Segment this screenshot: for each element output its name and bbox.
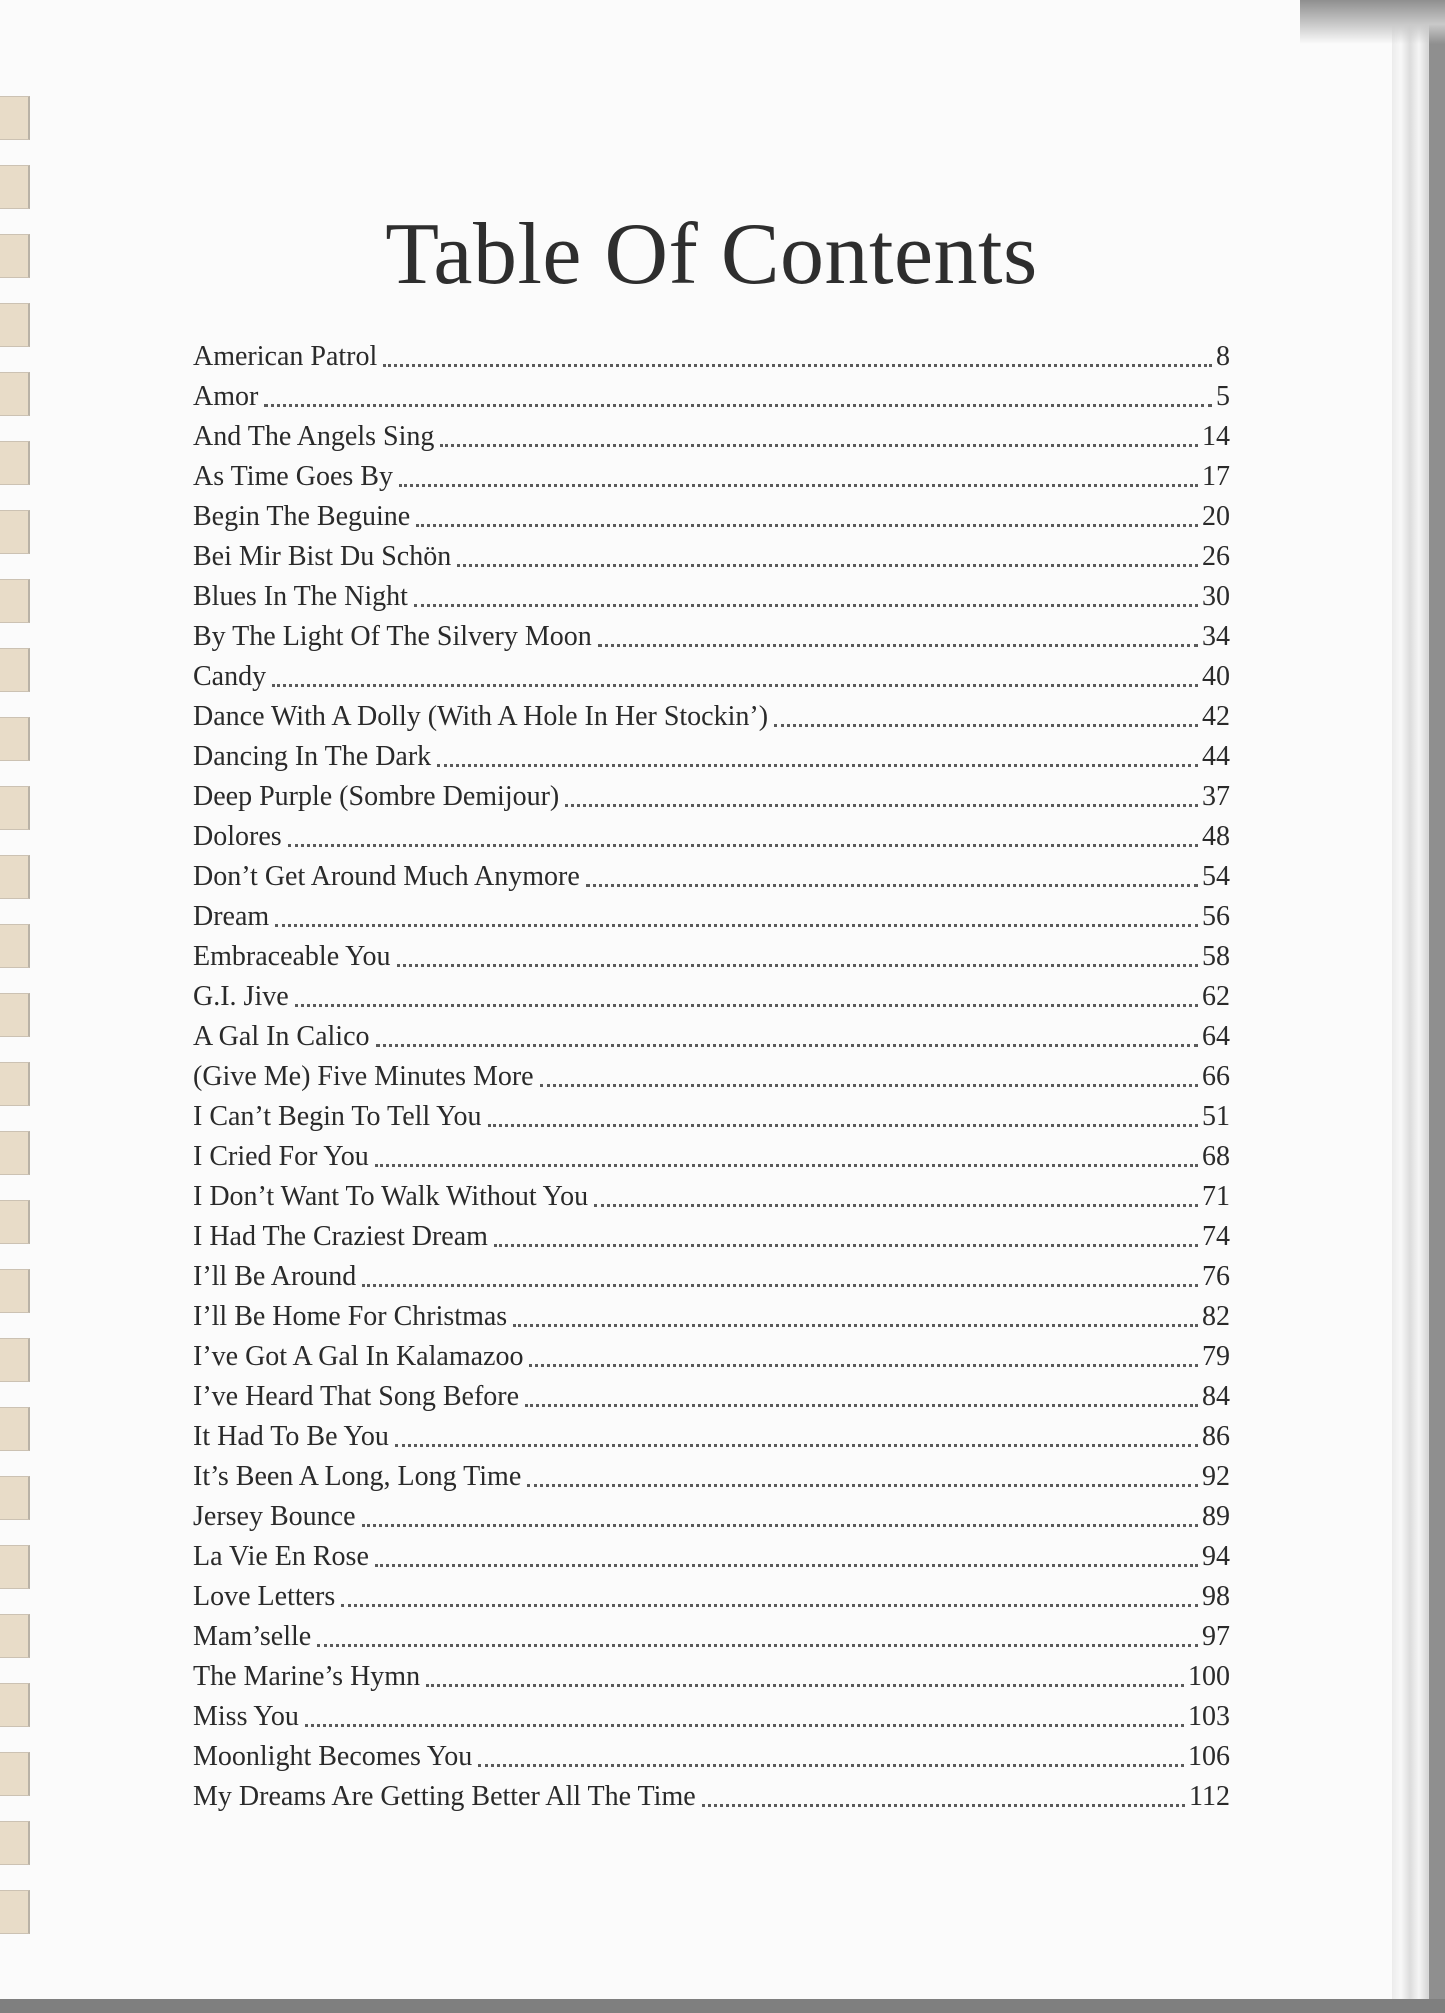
toc-entry	[193, 377, 1230, 417]
entry-title: I Don’t Want To Walk Without You	[193, 1181, 589, 1212]
toc-entry	[193, 1737, 1230, 1777]
entry-page-number: 8	[1216, 341, 1230, 372]
binding-hole	[0, 1476, 30, 1520]
table-of-contents	[193, 205, 1230, 1817]
dot-leader	[494, 1244, 1198, 1247]
binding-hole	[0, 96, 30, 140]
entry-title: American Patrol	[193, 341, 378, 372]
binding-hole	[0, 1269, 30, 1313]
entry-page-number: 82	[1202, 1301, 1230, 1332]
entry-title: A Gal In Calico	[193, 1021, 370, 1052]
entry-page-number: 26	[1202, 541, 1230, 572]
dot-leader	[540, 1084, 1198, 1087]
entry-page-number: 94	[1202, 1541, 1230, 1572]
page-title: Table Of Contents	[385, 206, 1038, 303]
dot-leader	[375, 1564, 1198, 1567]
entry-title: I’ve Heard That Song Before	[193, 1381, 520, 1412]
entry-title: By The Light Of The Silvery Moon	[193, 621, 592, 652]
toc-entry	[193, 1217, 1230, 1257]
toc-entry	[193, 337, 1230, 377]
entry-title: I Had The Craziest Dream	[193, 1221, 488, 1252]
entry-title: Candy	[193, 661, 267, 692]
toc-entry	[193, 937, 1230, 977]
dot-leader	[565, 804, 1198, 807]
entry-title: Dancing In The Dark	[193, 741, 432, 772]
entry-page-number: 48	[1202, 821, 1230, 852]
entry-page-number: 5	[1216, 381, 1230, 412]
entry-title: It’s Been A Long, Long Time	[193, 1461, 522, 1492]
binding-hole	[0, 1200, 30, 1244]
binding-hole	[0, 1545, 30, 1589]
entry-page-number: 37	[1202, 781, 1230, 812]
dot-leader	[399, 484, 1198, 487]
toc-entry	[193, 777, 1230, 817]
binding-hole	[0, 855, 30, 899]
dot-leader	[416, 524, 1198, 527]
toc-entry	[193, 1417, 1230, 1457]
toc-entry	[193, 697, 1230, 737]
dot-leader	[426, 1684, 1184, 1687]
dot-leader	[513, 1324, 1198, 1327]
toc-entry	[193, 1697, 1230, 1737]
dot-leader	[395, 1444, 1198, 1447]
toc-entry	[193, 737, 1230, 777]
toc-list	[193, 337, 1230, 1817]
dot-leader	[774, 724, 1198, 727]
dot-leader	[397, 964, 1198, 967]
entry-page-number: 62	[1202, 981, 1230, 1012]
dot-leader	[529, 1364, 1198, 1367]
spiral-binding	[0, 96, 36, 1956]
entry-page-number: 97	[1202, 1621, 1230, 1652]
dot-leader	[702, 1804, 1185, 1807]
entry-page-number: 68	[1202, 1141, 1230, 1172]
toc-entry	[193, 817, 1230, 857]
toc-entry	[193, 1137, 1230, 1177]
dot-leader	[527, 1484, 1198, 1487]
dot-leader	[594, 1204, 1198, 1207]
dot-leader	[437, 764, 1198, 767]
entry-title: Amor	[193, 381, 259, 412]
entry-title: Mam’selle	[193, 1621, 312, 1652]
dot-leader	[478, 1764, 1184, 1767]
toc-entry	[193, 537, 1230, 577]
toc-entry	[193, 1337, 1230, 1377]
binding-hole	[0, 1683, 30, 1727]
dot-leader	[362, 1284, 1198, 1287]
toc-entry	[193, 1577, 1230, 1617]
toc-entry	[193, 1377, 1230, 1417]
toc-entry	[193, 497, 1230, 537]
binding-hole	[0, 648, 30, 692]
binding-hole	[0, 372, 30, 416]
dot-leader	[414, 604, 1198, 607]
entry-page-number: 106	[1188, 1741, 1230, 1772]
binding-hole	[0, 441, 30, 485]
entry-page-number: 86	[1202, 1421, 1230, 1452]
dot-leader	[598, 644, 1198, 647]
entry-page-number: 58	[1202, 941, 1230, 972]
entry-title: Begin The Beguine	[193, 501, 411, 532]
entry-title: Don’t Get Around Much Anymore	[193, 861, 580, 892]
entry-page-number: 56	[1202, 901, 1230, 932]
entry-title: Blues In The Night	[193, 581, 408, 612]
entry-page-number: 30	[1202, 581, 1230, 612]
entry-page-number: 14	[1202, 421, 1230, 452]
entry-page-number: 17	[1202, 461, 1230, 492]
dot-leader	[295, 1004, 1198, 1007]
toc-entry	[193, 457, 1230, 497]
entry-page-number: 100	[1188, 1661, 1230, 1692]
dot-leader	[488, 1124, 1198, 1127]
dot-leader	[457, 564, 1198, 567]
toc-entry	[193, 1257, 1230, 1297]
entry-title: As Time Goes By	[193, 461, 393, 492]
entry-title: Jersey Bounce	[193, 1501, 356, 1532]
toc-entry	[193, 1497, 1230, 1537]
dot-leader	[375, 1164, 1198, 1167]
dot-leader	[383, 364, 1212, 367]
toc-entry	[193, 1017, 1230, 1057]
toc-entry	[193, 1297, 1230, 1337]
entry-title: I’ll Be Home For Christmas	[193, 1301, 508, 1332]
binding-hole	[0, 717, 30, 761]
dot-leader	[376, 1044, 1198, 1047]
binding-hole	[0, 1890, 30, 1934]
entry-page-number: 66	[1202, 1061, 1230, 1092]
entry-title: Embraceable You	[193, 941, 391, 972]
entry-page-number: 92	[1202, 1461, 1230, 1492]
toc-entry	[193, 977, 1230, 1017]
binding-hole	[0, 510, 30, 554]
toc-entry	[193, 617, 1230, 657]
entry-page-number: 64	[1202, 1021, 1230, 1052]
binding-hole	[0, 303, 30, 347]
entry-title: And The Angels Sing	[193, 421, 435, 452]
dot-leader	[362, 1524, 1198, 1527]
toc-entry	[193, 1097, 1230, 1137]
binding-hole	[0, 1407, 30, 1451]
dot-leader	[317, 1644, 1198, 1647]
dot-leader	[305, 1724, 1184, 1727]
entry-title: Dream	[193, 901, 270, 932]
entry-title: (Give Me) Five Minutes More	[193, 1061, 534, 1092]
entry-title: Moonlight Becomes You	[193, 1741, 473, 1772]
toc-entry	[193, 857, 1230, 897]
binding-hole	[0, 1338, 30, 1382]
entry-page-number: 112	[1189, 1781, 1230, 1812]
entry-title: I’ve Got A Gal In Kalamazoo	[193, 1341, 524, 1372]
entry-page-number: 54	[1202, 861, 1230, 892]
entry-title: I Cried For You	[193, 1141, 369, 1172]
entry-page-number: 103	[1188, 1701, 1230, 1732]
dot-leader	[341, 1604, 1198, 1607]
binding-hole	[0, 165, 30, 209]
toc-entry	[193, 577, 1230, 617]
entry-page-number: 40	[1202, 661, 1230, 692]
dot-leader	[264, 404, 1212, 407]
entry-page-number: 89	[1202, 1501, 1230, 1532]
toc-entry	[193, 1777, 1230, 1817]
entry-page-number: 42	[1202, 701, 1230, 732]
binding-hole	[0, 1821, 30, 1865]
binding-hole	[0, 993, 30, 1037]
toc-entry	[193, 897, 1230, 937]
entry-page-number: 34	[1202, 621, 1230, 652]
entry-title: Bei Mir Bist Du Schön	[193, 541, 452, 572]
entry-title: The Marine’s Hymn	[193, 1661, 421, 1692]
toc-entry	[193, 1537, 1230, 1577]
binding-hole	[0, 924, 30, 968]
entry-title: Miss You	[193, 1701, 299, 1732]
entry-title: Deep Purple (Sombre Demijour)	[193, 781, 560, 812]
dot-leader	[440, 444, 1198, 447]
entry-page-number: 74	[1202, 1221, 1230, 1252]
toc-entry	[193, 1057, 1230, 1097]
toc-entry	[193, 417, 1230, 457]
binding-hole	[0, 579, 30, 623]
entry-page-number: 84	[1202, 1381, 1230, 1412]
dot-leader	[275, 924, 1198, 927]
dot-leader	[272, 684, 1198, 687]
entry-title: La Vie En Rose	[193, 1541, 369, 1572]
dot-leader	[586, 884, 1198, 887]
entry-title: It Had To Be You	[193, 1421, 389, 1452]
binding-hole	[0, 1131, 30, 1175]
entry-page-number: 98	[1202, 1581, 1230, 1612]
entry-title: G.I. Jive	[193, 981, 289, 1012]
binding-hole	[0, 1062, 30, 1106]
dot-leader	[288, 844, 1198, 847]
entry-title: Love Letters	[193, 1581, 336, 1612]
entry-title: I’ll Be Around	[193, 1261, 357, 1292]
binding-hole	[0, 786, 30, 830]
toc-entry	[193, 657, 1230, 697]
scan-bottom-edge	[0, 1999, 1445, 2013]
toc-entry	[193, 1177, 1230, 1217]
entry-title: Dolores	[193, 821, 282, 852]
entry-page-number: 71	[1202, 1181, 1230, 1212]
toc-entry	[193, 1657, 1230, 1697]
entry-page-number: 51	[1202, 1101, 1230, 1132]
page-corner-shadow	[1300, 0, 1445, 44]
entry-title: Dance With A Dolly (With A Hole In Her Stockin’)	[193, 701, 769, 732]
dot-leader	[525, 1404, 1198, 1407]
toc-entry	[193, 1457, 1230, 1497]
toc-entry	[193, 1617, 1230, 1657]
binding-hole	[0, 1752, 30, 1796]
entry-title: My Dreams Are Getting Better All The Time	[193, 1781, 696, 1812]
binding-hole	[0, 234, 30, 278]
binding-hole	[0, 1614, 30, 1658]
page-edge	[1392, 0, 1428, 2000]
entry-page-number: 79	[1202, 1341, 1230, 1372]
entry-page-number: 76	[1202, 1261, 1230, 1292]
entry-page-number: 44	[1202, 741, 1230, 772]
entry-page-number: 20	[1202, 501, 1230, 532]
entry-title: I Can’t Begin To Tell You	[193, 1101, 482, 1132]
